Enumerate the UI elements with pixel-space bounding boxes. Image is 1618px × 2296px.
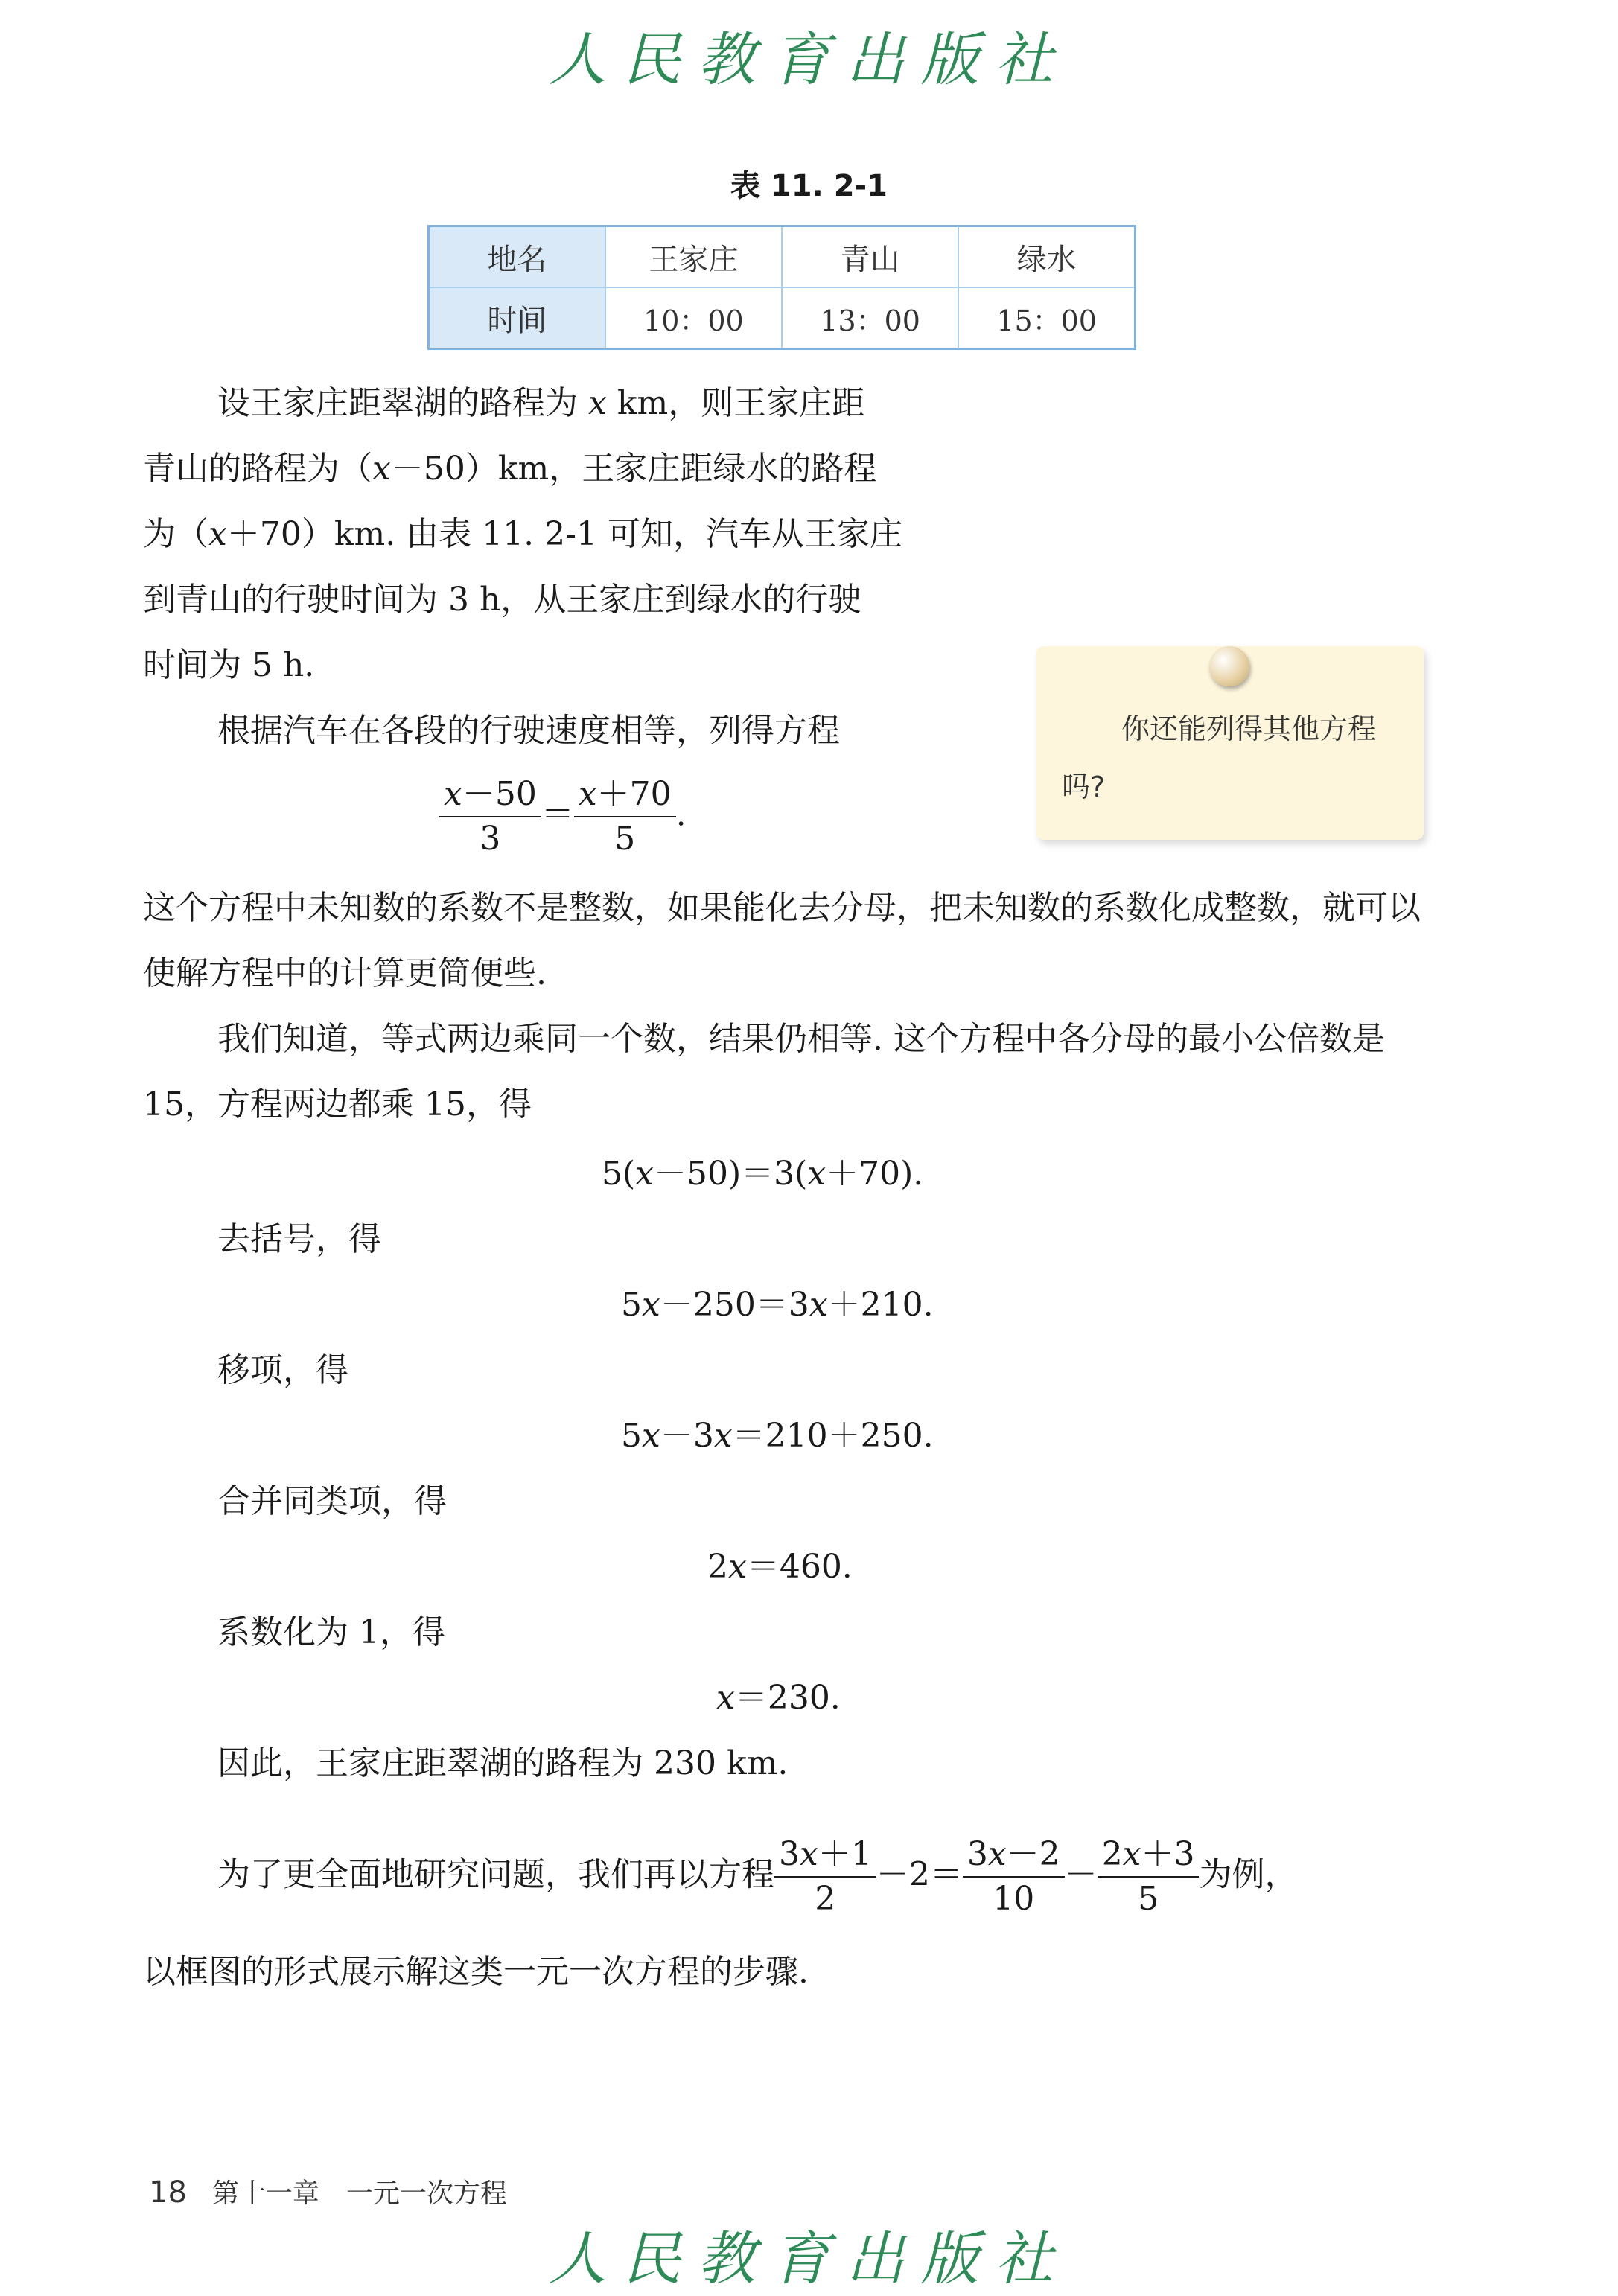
publisher-logo-top: 人民教育出版社 — [548, 27, 1070, 94]
schedule-table — [427, 225, 1136, 350]
para1-line1: 设王家庄距翠湖的路程为 x km，则王家庄距 — [217, 384, 865, 422]
sticky-note-text: 你还能列得其他方程吗? — [1062, 712, 1377, 803]
fraction-3: $\frac{2x+3}{5}$ — [1098, 1833, 1200, 1921]
table-cell: 绿水 — [958, 226, 1135, 288]
table-header-cell: 时间 — [429, 287, 605, 349]
fraction-left: $\frac{x-50}{3}$ — [439, 773, 541, 861]
pushpin-icon — [1209, 646, 1249, 686]
step-label-3: 合并同类项，得 — [217, 1482, 447, 1520]
para1-line3: 为（x＋70）km. 由表 11. 2-1 可知，汽车从王家庄 — [143, 515, 902, 553]
fraction-right: $\frac{x+70}{5}$ — [574, 773, 676, 861]
para3: 这个方程中未知数的系数不是整数，如果能化去分母，把未知数的系数化成整数，就可以使解方程中的计算更简便些. — [143, 889, 1421, 992]
publisher-logo-bottom: 人民教育出版社 — [548, 2226, 1070, 2293]
equation-step-4: 2x＝460. — [707, 1548, 853, 1586]
table-cell: 10：00 — [605, 287, 782, 349]
table-row — [429, 226, 1136, 288]
table-cell: 王家庄 — [605, 226, 782, 288]
para1-line5: 时间为 5 h. — [143, 646, 315, 684]
para1-line4: 到青山的行驶时间为 3 h，从王家庄到绿水的行驶 — [143, 581, 861, 619]
step-label-2: 移项，得 — [217, 1351, 348, 1389]
chapter-title: 第十一章 一元一次方程 — [211, 2178, 507, 2209]
page-number: 18 — [149, 2175, 187, 2210]
equation-step-1: 5(x－50)＝3(x＋70). — [602, 1155, 924, 1193]
page-footer — [149, 2172, 507, 2210]
table-cell: 13：00 — [782, 287, 958, 349]
equation-step-2: 5x－250＝3x＋210. — [621, 1286, 934, 1324]
para2: 根据汽车在各段的行驶速度相等，列得方程 — [217, 712, 840, 750]
step-label-1: 去括号，得 — [217, 1220, 381, 1258]
para5-line1: 为了更全面地研究问题，我们再以方程 $\frac{3x+1}{2}$ －2＝ $\frac{3x-2}{10}$ － $\frac{2x+3}{5}$ 为例， — [217, 1833, 1297, 1921]
conclusion: 因此，王家庄距翠湖的路程为 230 km. — [217, 1744, 789, 1782]
table-title: 表 11. 2-1 — [730, 169, 888, 203]
table-cell: 15：00 — [958, 287, 1135, 349]
fraction-2: $\frac{3x-2}{10}$ — [963, 1833, 1065, 1921]
para1-line2: 青山的路程为（x－50）km，王家庄距绿水的路程 — [143, 450, 877, 488]
fraction-1: $\frac{3x+1}{2}$ — [774, 1833, 876, 1921]
equation-step-3: 5x－3x＝210＋250. — [621, 1417, 934, 1455]
table-header-cell: 地名 — [429, 226, 605, 288]
para5-line2: 以框图的形式展示解这类一元一次方程的步骤. — [143, 1953, 809, 1991]
table-cell: 青山 — [782, 226, 958, 288]
equation-step-5: x＝230. — [716, 1679, 841, 1717]
table-row — [429, 287, 1136, 349]
para4: 我们知道，等式两边乘同一个数，结果仍相等. 这个方程中各分母的最小公倍数是 15，方程两边都乘 15，得 — [143, 1020, 1385, 1123]
equation-fraction: $\frac{x-50}{3}$ ＝ $\frac{x+70}{5}$ . — [439, 773, 687, 861]
step-label-4: 系数化为 1，得 — [217, 1613, 445, 1651]
